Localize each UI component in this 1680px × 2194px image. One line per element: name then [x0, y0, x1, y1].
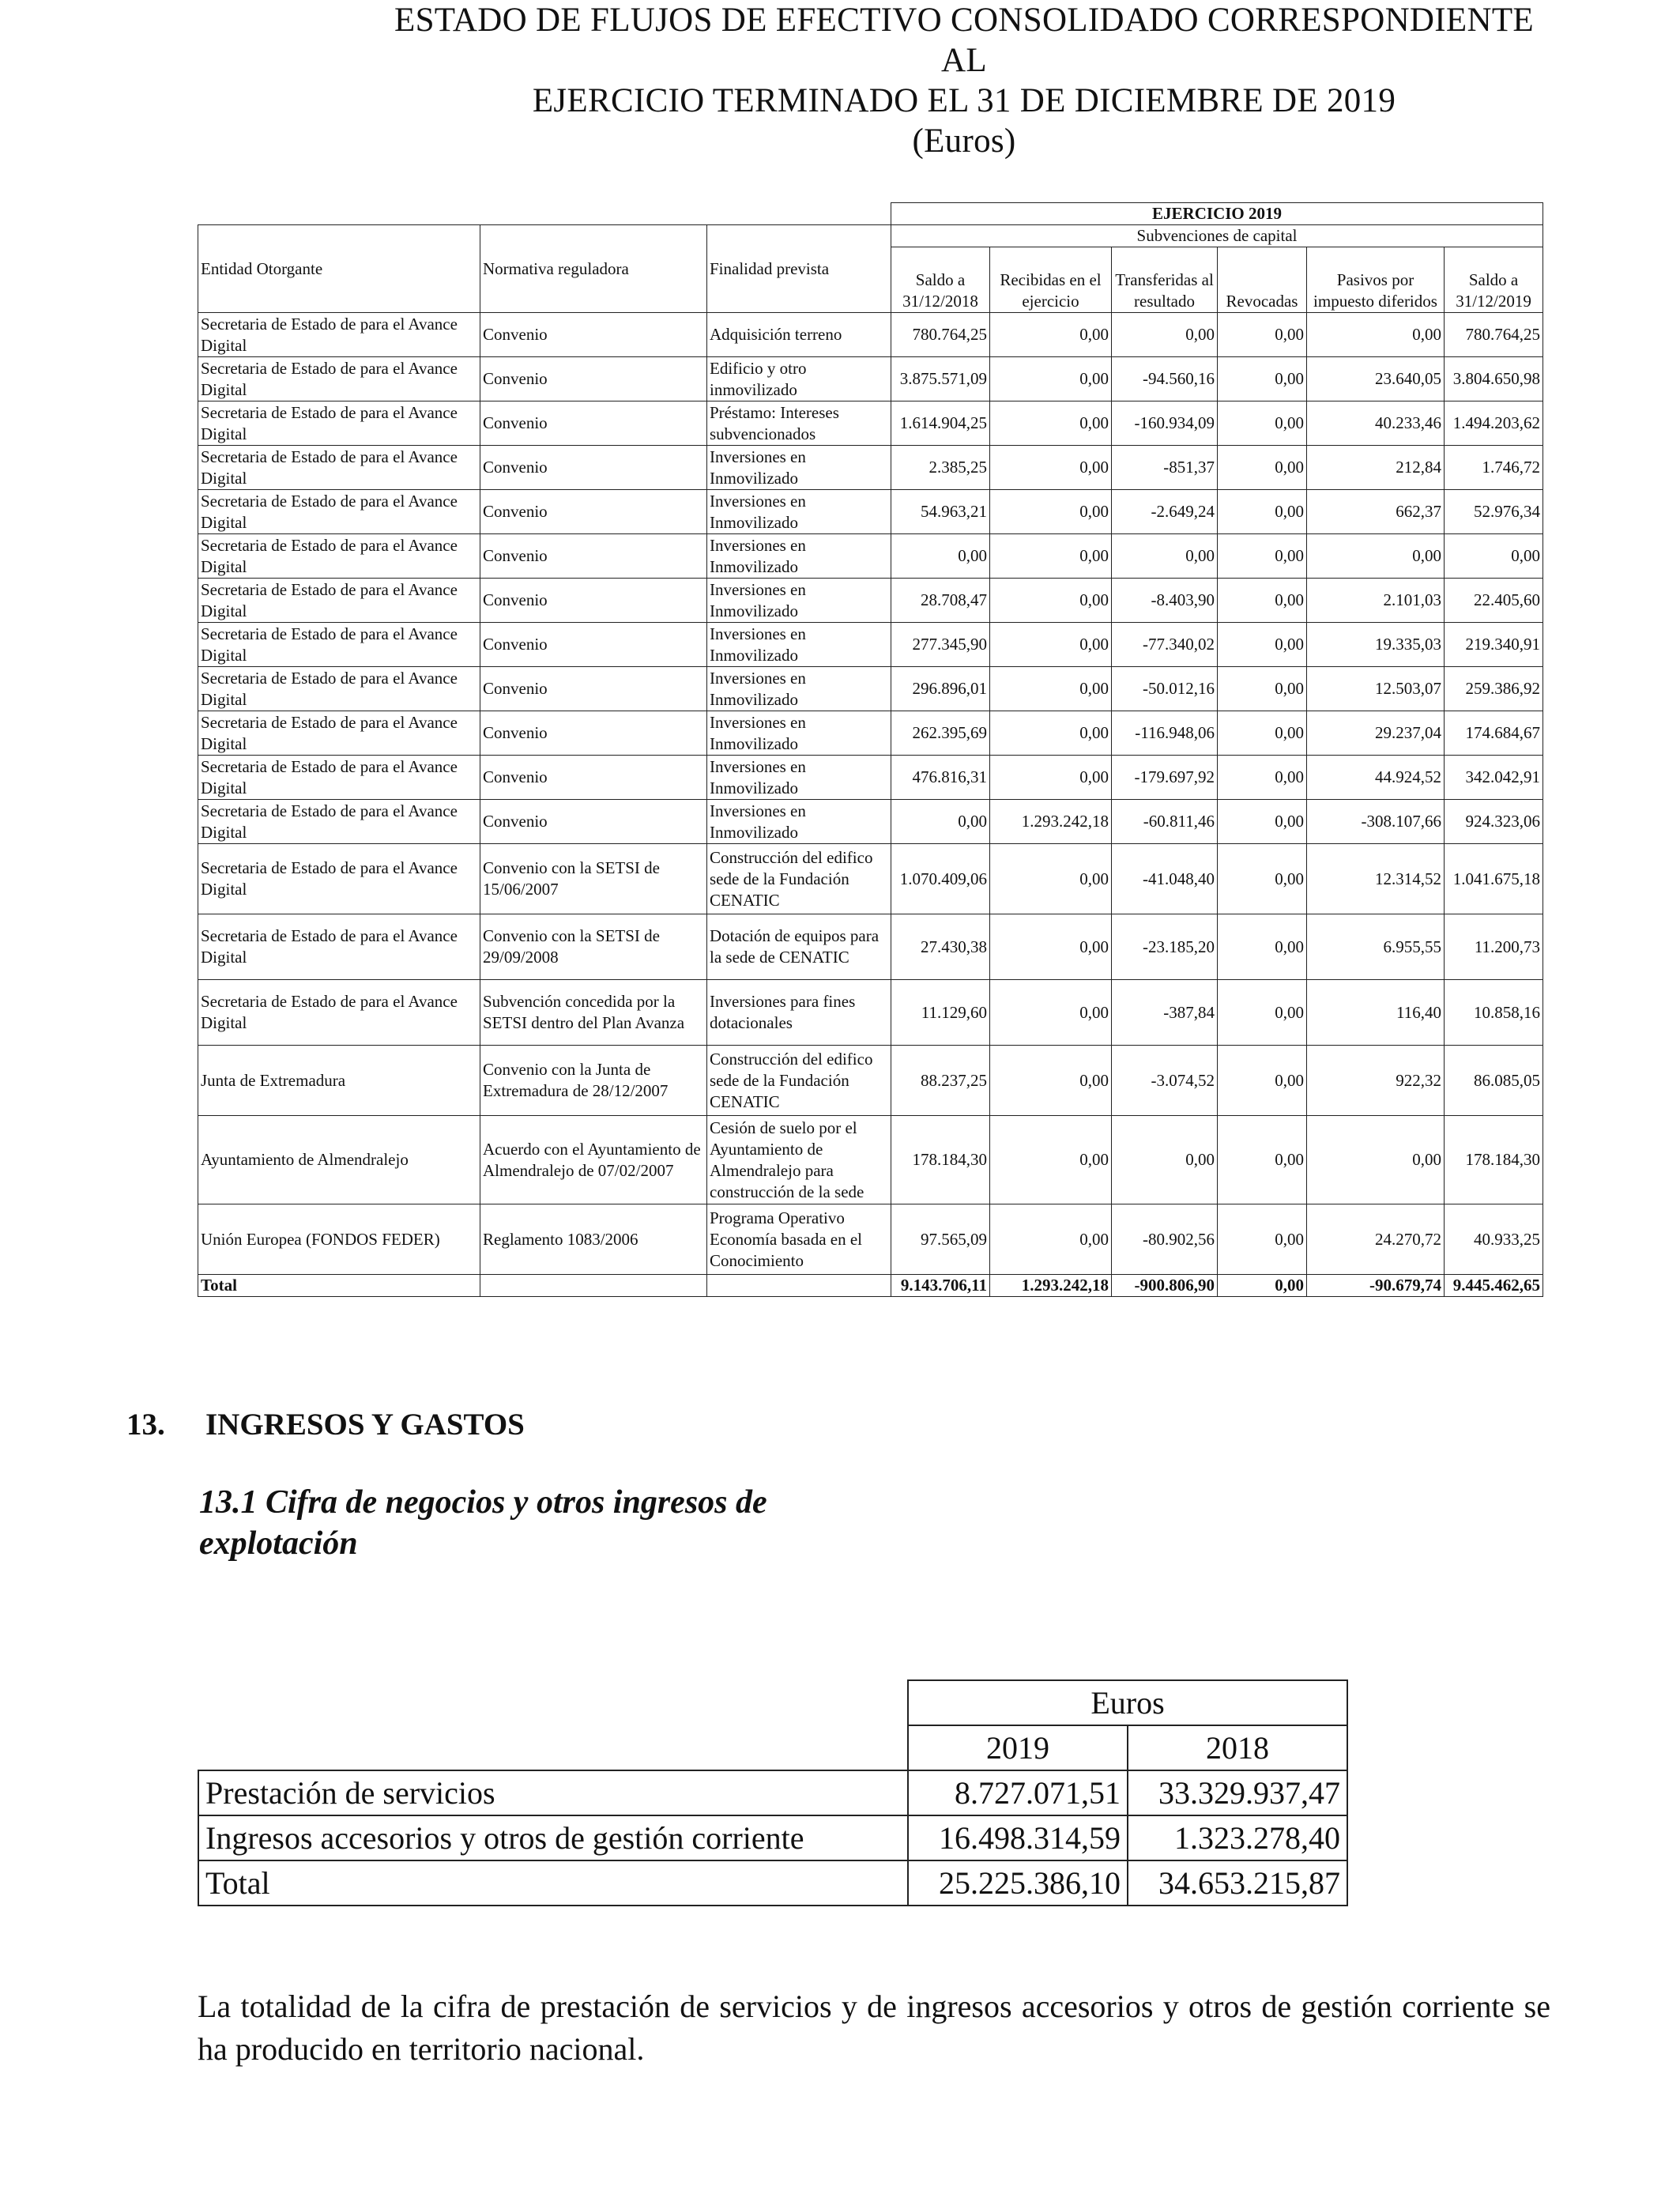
amount-cell: -179.697,92	[1112, 756, 1218, 800]
text-cell: Inversiones para fines dotacionales	[707, 980, 891, 1046]
amount-cell: -387,84	[1112, 980, 1218, 1046]
amount-cell: 924.323,06	[1445, 800, 1543, 844]
text-cell: Secretaria de Estado de para el Avance Digital	[198, 980, 480, 1046]
text-cell: Secretaria de Estado de para el Avance Digital	[198, 623, 480, 667]
amount-cell: 2.101,03	[1307, 579, 1445, 623]
text-cell: Convenio	[480, 357, 707, 401]
text-cell: Unión Europea (FONDOS FEDER)	[198, 1204, 480, 1275]
table-row	[198, 446, 1543, 490]
text-cell: Convenio con la Junta de Extremadura de 28/12/2007	[480, 1046, 707, 1116]
col-header-saldo-2018: Saldo a 31/12/2018	[891, 247, 990, 313]
amount-cell: 0,00	[1218, 1046, 1307, 1116]
text-cell: Convenio	[480, 534, 707, 579]
total-label: Total	[198, 1275, 480, 1297]
table-row	[198, 490, 1543, 534]
col-header-entidad: Entidad Otorgante	[198, 225, 480, 313]
text-cell: Convenio	[480, 579, 707, 623]
text-cell: Construcción del edifico sede de la Fundación CENATIC	[707, 844, 891, 914]
text-cell: Construcción del edifico sede de la Fundación CENATIC	[707, 1046, 891, 1116]
table-row	[198, 313, 1543, 357]
total-cell	[480, 1275, 707, 1297]
table-row	[198, 623, 1543, 667]
amount-cell: 0,00	[1218, 313, 1307, 357]
amount-cell: -77.340,02	[1112, 623, 1218, 667]
amount-cell: 0,00	[1218, 844, 1307, 914]
text-cell: Secretaria de Estado de para el Avance Digital	[198, 711, 480, 756]
table-row	[198, 1116, 1543, 1204]
amount-cell: 0,00	[1112, 1116, 1218, 1204]
table-row	[198, 756, 1543, 800]
text-cell: Préstamo: Intereses subvencionados	[707, 401, 891, 446]
row-label: Ingresos accesorios y otros de gestión corriente	[198, 1815, 908, 1860]
amount-cell: 0,00	[1218, 1116, 1307, 1204]
text-cell: Inversiones en Inmovilizado	[707, 446, 891, 490]
amount-cell: 0,00	[990, 711, 1112, 756]
table-row	[198, 1860, 1347, 1906]
amount-cell: 0,00	[990, 667, 1112, 711]
amount-cell: 0,00	[1218, 914, 1307, 980]
text-cell: Inversiones en Inmovilizado	[707, 756, 891, 800]
header-line-3: (Euros)	[912, 123, 1016, 160]
text-cell: Adquisición terreno	[707, 313, 891, 357]
amount-cell: 178.184,30	[891, 1116, 990, 1204]
amount-cell: 0,00	[1218, 579, 1307, 623]
table-row	[198, 914, 1543, 980]
table-row	[198, 534, 1543, 579]
text-cell: Ayuntamiento de Almendralejo	[198, 1116, 480, 1204]
table-row	[198, 667, 1543, 711]
text-cell: Secretaria de Estado de para el Avance Digital	[198, 490, 480, 534]
amount-cell: -60.811,46	[1112, 800, 1218, 844]
table-row	[198, 711, 1543, 756]
year-2019-header: 2019	[908, 1725, 1128, 1770]
text-cell: Secretaria de Estado de para el Avance Digital	[198, 446, 480, 490]
text-cell: Secretaria de Estado de para el Avance Digital	[198, 914, 480, 980]
text-cell: Inversiones en Inmovilizado	[707, 800, 891, 844]
amount-cell: 16.498.314,59	[908, 1815, 1128, 1860]
amount-cell: 0,00	[990, 401, 1112, 446]
text-cell: Secretaria de Estado de para el Avance Digital	[198, 313, 480, 357]
amount-cell: 0,00	[1218, 357, 1307, 401]
amount-cell: 174.684,67	[1445, 711, 1543, 756]
amount-cell: 0,00	[1307, 534, 1445, 579]
amount-cell: -23.185,20	[1112, 914, 1218, 980]
body-paragraph: La totalidad de la cifra de prestación de servicios y de ingresos accesorios y otros de gestión corriente se ha producido en territorio nacional.	[198, 1989, 1550, 2067]
amount-cell: 40.233,46	[1307, 401, 1445, 446]
amount-cell: 780.764,25	[891, 313, 990, 357]
row-label: Total	[198, 1860, 908, 1906]
amount-cell: 662,37	[1307, 490, 1445, 534]
amount-cell: 11.129,60	[891, 980, 990, 1046]
text-cell: Subvención concedida por la SETSI dentro del Plan Avanza	[480, 980, 707, 1046]
table-row	[198, 800, 1543, 844]
amount-cell: -308.107,66	[1307, 800, 1445, 844]
amount-cell: 0,00	[990, 1204, 1112, 1275]
text-cell: Inversiones en Inmovilizado	[707, 623, 891, 667]
amount-cell: 0,00	[1218, 756, 1307, 800]
amount-cell: 0,00	[990, 534, 1112, 579]
amount-cell: 1.293.242,18	[990, 800, 1112, 844]
row-label: Prestación de servicios	[198, 1770, 908, 1815]
amount-cell: 342.042,91	[1445, 756, 1543, 800]
amount-cell: 24.270,72	[1307, 1204, 1445, 1275]
text-cell: Secretaria de Estado de para el Avance Digital	[198, 401, 480, 446]
text-cell: Convenio	[480, 711, 707, 756]
col-header-saldo-2019: Saldo a 31/12/2019	[1445, 247, 1543, 313]
text-cell: Junta de Extremadura	[198, 1046, 480, 1116]
amount-cell: 178.184,30	[1445, 1116, 1543, 1204]
total-cell	[707, 1275, 891, 1297]
text-cell: Dotación de equipos para la sede de CENATIC	[707, 914, 891, 980]
amount-cell: 25.225.386,10	[908, 1860, 1128, 1906]
text-cell: Programa Operativo Economía basada en el Conocimiento	[707, 1204, 891, 1275]
amount-cell: -116.948,06	[1112, 711, 1218, 756]
amount-cell: 0,00	[1218, 1204, 1307, 1275]
amount-cell: 3.875.571,09	[891, 357, 990, 401]
amount-cell: 0,00	[990, 623, 1112, 667]
text-cell: Convenio	[480, 313, 707, 357]
amount-cell: 0,00	[1218, 800, 1307, 844]
text-cell: Convenio	[480, 756, 707, 800]
table-row	[198, 401, 1543, 446]
text-cell: Secretaria de Estado de para el Avance Digital	[198, 579, 480, 623]
table-row	[198, 1204, 1543, 1275]
text-cell: Inversiones en Inmovilizado	[707, 711, 891, 756]
amount-cell: 476.816,31	[891, 756, 990, 800]
text-cell: Secretaria de Estado de para el Avance Digital	[198, 667, 480, 711]
text-cell: Secretaria de Estado de para el Avance Digital	[198, 756, 480, 800]
amount-cell: 0,00	[990, 313, 1112, 357]
amount-cell: 262.395,69	[891, 711, 990, 756]
text-cell: Edificio y otro inmovilizado	[707, 357, 891, 401]
total-cell: 9.143.706,11	[891, 1275, 990, 1297]
amount-cell: 2.385,25	[891, 446, 990, 490]
amount-cell: 1.323.278,40	[1128, 1815, 1347, 1860]
text-cell: Convenio	[480, 446, 707, 490]
amount-cell: 0,00	[990, 446, 1112, 490]
amount-cell: 27.430,38	[891, 914, 990, 980]
amount-cell: 0,00	[1307, 313, 1445, 357]
text-cell: Convenio	[480, 667, 707, 711]
text-cell: Secretaria de Estado de para el Avance Digital	[198, 800, 480, 844]
text-cell: Inversiones en Inmovilizado	[707, 667, 891, 711]
table-row	[198, 579, 1543, 623]
total-row	[198, 1275, 1543, 1297]
amount-cell: -80.902,56	[1112, 1204, 1218, 1275]
amount-cell: 10.858,16	[1445, 980, 1543, 1046]
amount-cell: 8.727.071,51	[908, 1770, 1128, 1815]
table-row	[198, 1046, 1543, 1116]
amount-cell: 1.614.904,25	[891, 401, 990, 446]
section-title: INGRESOS Y GASTOS	[205, 1408, 525, 1442]
amount-cell: 0,00	[1218, 711, 1307, 756]
amount-cell: 97.565,09	[891, 1204, 990, 1275]
text-cell: Inversiones en Inmovilizado	[707, 579, 891, 623]
amount-cell: -50.012,16	[1112, 667, 1218, 711]
amount-cell: 33.329.937,47	[1128, 1770, 1347, 1815]
amount-cell: 0,00	[1307, 1116, 1445, 1204]
table-row	[198, 980, 1543, 1046]
section-heading	[126, 1407, 525, 1442]
amount-cell: 23.640,05	[1307, 357, 1445, 401]
amount-cell: 0,00	[990, 490, 1112, 534]
group-header: Subvenciones de capital	[891, 225, 1543, 247]
amount-cell: 0,00	[1218, 401, 1307, 446]
year-2018-header: 2018	[1128, 1725, 1347, 1770]
amount-cell: 1.041.675,18	[1445, 844, 1543, 914]
amount-cell: 19.335,03	[1307, 623, 1445, 667]
amount-cell: 0,00	[1218, 534, 1307, 579]
amount-cell: 0,00	[1218, 667, 1307, 711]
text-cell: Secretaria de Estado de para el Avance Digital	[198, 357, 480, 401]
text-cell: Secretaria de Estado de para el Avance Digital	[198, 534, 480, 579]
amount-cell: 11.200,73	[1445, 914, 1543, 980]
amount-cell: 0,00	[990, 357, 1112, 401]
amount-cell: 3.804.650,98	[1445, 357, 1543, 401]
header-line-1: ESTADO DE FLUJOS DE EFECTIVO CONSOLIDADO CORRESPONDIENTE AL	[394, 2, 1534, 79]
col-header-revocadas: Revocadas	[1218, 247, 1307, 313]
text-cell: Cesión de suelo por el Ayuntamiento de Almendralejo para construcción de la sede	[707, 1116, 891, 1204]
section-number: 13.	[126, 1408, 165, 1442]
amount-cell: 0,00	[990, 980, 1112, 1046]
amount-cell: 116,40	[1307, 980, 1445, 1046]
amount-cell: 0,00	[891, 800, 990, 844]
amount-cell: 54.963,21	[891, 490, 990, 534]
col-header-finalidad: Finalidad prevista	[707, 225, 891, 313]
total-cell: -900.806,90	[1112, 1275, 1218, 1297]
amount-cell: 29.237,04	[1307, 711, 1445, 756]
table-row	[198, 844, 1543, 914]
amount-cell: 0,00	[1218, 490, 1307, 534]
amount-cell: 6.955,55	[1307, 914, 1445, 980]
amount-cell: 0,00	[891, 534, 990, 579]
amount-cell: 22.405,60	[1445, 579, 1543, 623]
amount-cell: -2.649,24	[1112, 490, 1218, 534]
table-row	[198, 1815, 1347, 1860]
subsection-title: 13.1 Cifra de negocios y otros ingresos de explotación	[199, 1484, 767, 1562]
table-row	[198, 1770, 1347, 1815]
amount-cell: 212,84	[1307, 446, 1445, 490]
text-cell: Inversiones en Inmovilizado	[707, 490, 891, 534]
amount-cell: 88.237,25	[891, 1046, 990, 1116]
text-cell: Secretaria de Estado de para el Avance Digital	[198, 844, 480, 914]
subvenciones-table	[198, 202, 1543, 1297]
text-cell: Acuerdo con el Ayuntamiento de Almendralejo de 07/02/2007	[480, 1116, 707, 1204]
total-cell: 9.445.462,65	[1445, 1275, 1543, 1297]
amount-cell: 259.386,92	[1445, 667, 1543, 711]
text-cell: Reglamento 1083/2006	[480, 1204, 707, 1275]
col-header-transferidas: Transferidas al resultado	[1112, 247, 1218, 313]
amount-cell: 0,00	[990, 756, 1112, 800]
amount-cell: 12.503,07	[1307, 667, 1445, 711]
text-cell: Convenio	[480, 401, 707, 446]
amount-cell: 1.070.409,06	[891, 844, 990, 914]
amount-cell: 1.494.203,62	[1445, 401, 1543, 446]
amount-cell: 40.933,25	[1445, 1204, 1543, 1275]
amount-cell: 44.924,52	[1307, 756, 1445, 800]
amount-cell: 0,00	[990, 914, 1112, 980]
year-header: EJERCICIO 2019	[891, 203, 1543, 225]
amount-cell: 0,00	[1445, 534, 1543, 579]
amount-cell: 0,00	[990, 1116, 1112, 1204]
amount-cell: 296.896,01	[891, 667, 990, 711]
amount-cell: 52.976,34	[1445, 490, 1543, 534]
text-cell: Convenio	[480, 800, 707, 844]
amount-cell: 0,00	[990, 579, 1112, 623]
amount-cell: -3.074,52	[1112, 1046, 1218, 1116]
total-cell: -90.679,74	[1307, 1275, 1445, 1297]
text-cell: Convenio con la SETSI de 29/09/2008	[480, 914, 707, 980]
amount-cell: 34.653.215,87	[1128, 1860, 1347, 1906]
amount-cell: 0,00	[990, 844, 1112, 914]
header-line-2: EJERCICIO TERMINADO EL 31 DE DICIEMBRE DE 2019	[532, 82, 1396, 119]
col-header-pasivos: Pasivos por impuesto diferidos	[1307, 247, 1445, 313]
amount-cell: -8.403,90	[1112, 579, 1218, 623]
currency-header: Euros	[908, 1680, 1347, 1725]
ingresos-table	[198, 1679, 1348, 1906]
text-cell: Convenio con la SETSI de 15/06/2007	[480, 844, 707, 914]
col-header-normativa: Normativa reguladora	[480, 225, 707, 313]
amount-cell: 0,00	[1112, 313, 1218, 357]
amount-cell: 0,00	[1112, 534, 1218, 579]
total-cell: 0,00	[1218, 1275, 1307, 1297]
amount-cell: -160.934,09	[1112, 401, 1218, 446]
amount-cell: -94.560,16	[1112, 357, 1218, 401]
table-row	[198, 357, 1543, 401]
amount-cell: 277.345,90	[891, 623, 990, 667]
amount-cell: 28.708,47	[891, 579, 990, 623]
text-cell: Convenio	[480, 490, 707, 534]
amount-cell: 0,00	[990, 1046, 1112, 1116]
text-cell: Inversiones en Inmovilizado	[707, 534, 891, 579]
amount-cell: 0,00	[1218, 446, 1307, 490]
total-cell: 1.293.242,18	[990, 1275, 1112, 1297]
amount-cell: 12.314,52	[1307, 844, 1445, 914]
amount-cell: -851,37	[1112, 446, 1218, 490]
col-header-recibidas: Recibidas en el ejercicio	[990, 247, 1112, 313]
amount-cell: 1.746,72	[1445, 446, 1543, 490]
amount-cell: 219.340,91	[1445, 623, 1543, 667]
amount-cell: 0,00	[1218, 623, 1307, 667]
text-cell: Convenio	[480, 623, 707, 667]
amount-cell: 922,32	[1307, 1046, 1445, 1116]
amount-cell: 0,00	[1218, 980, 1307, 1046]
amount-cell: 86.085,05	[1445, 1046, 1543, 1116]
page-header	[371, 0, 1557, 161]
amount-cell: -41.048,40	[1112, 844, 1218, 914]
amount-cell: 780.764,25	[1445, 313, 1543, 357]
